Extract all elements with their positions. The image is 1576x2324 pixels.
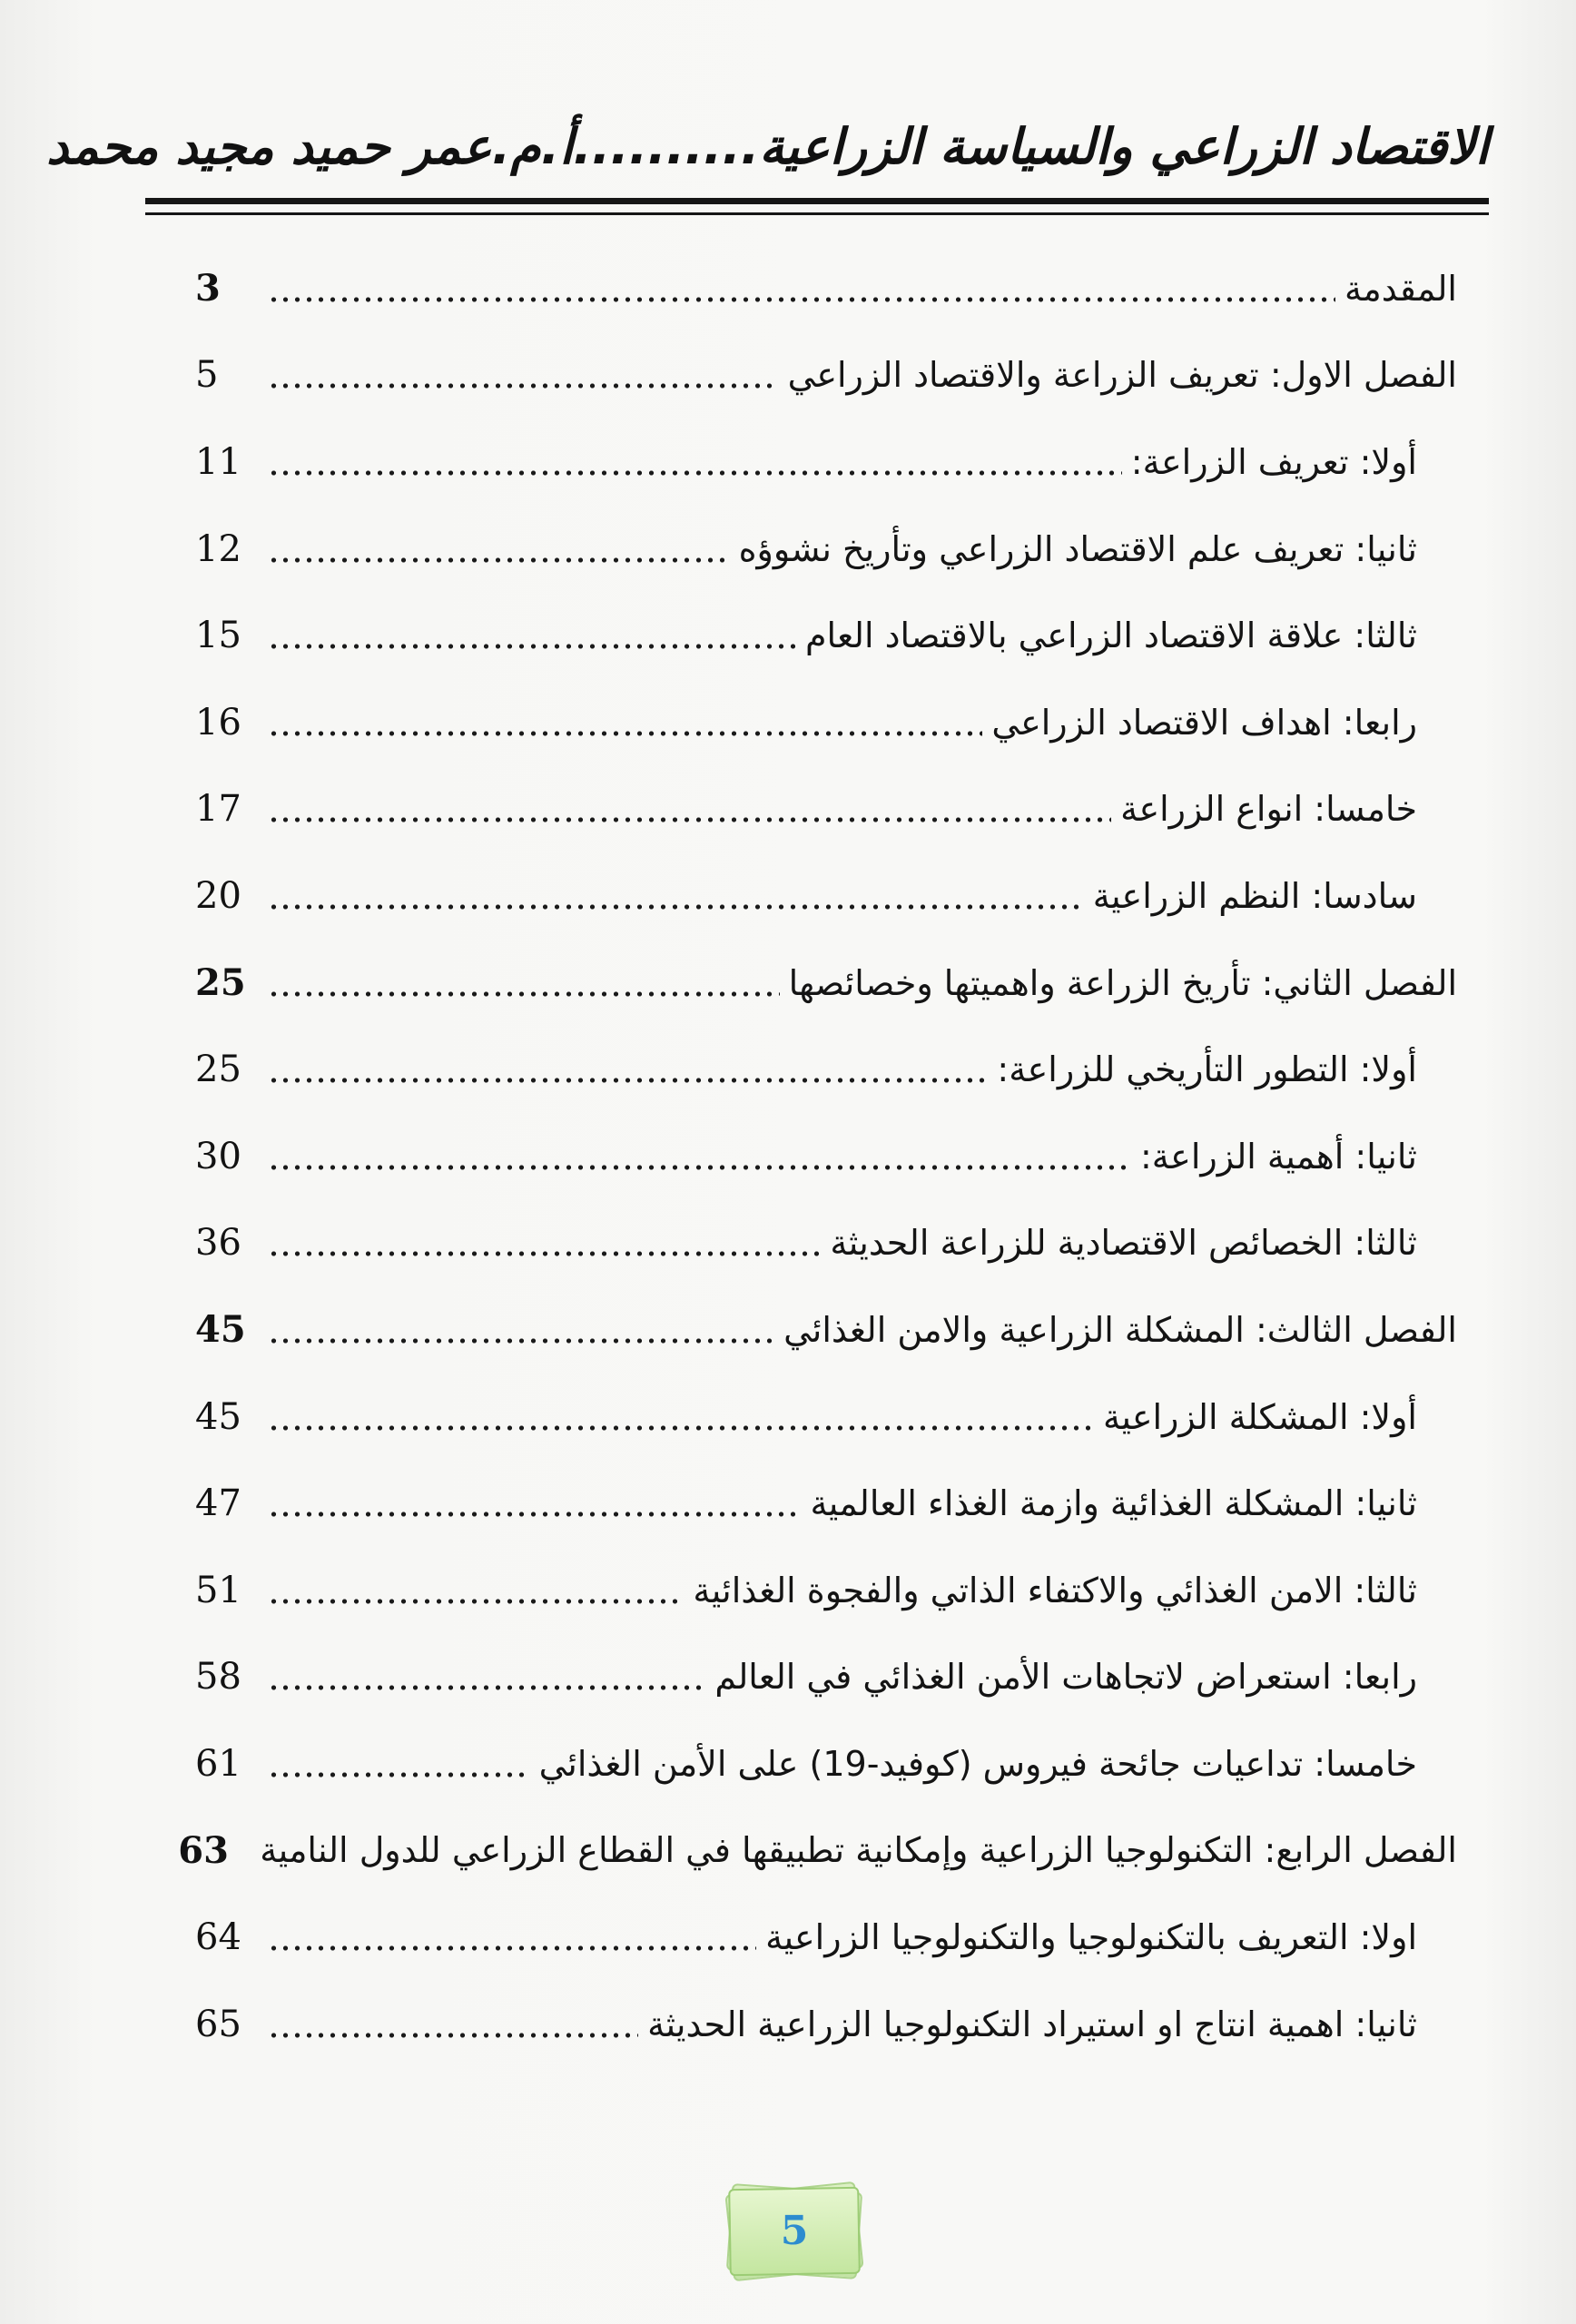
toc-entry [195,766,1457,853]
toc-entry-page: 58 [195,1656,241,1699]
header-rule-thin [145,212,1489,215]
toc-entry-page: 16 [195,701,241,743]
toc-entry-title: أولا: التطور التأريخي للزراعة: [997,1049,1417,1090]
toc-entry-title: ثانيا: اهمية انتاج او استيراد التكنولوجيا الزراعية الحديثة [647,2004,1417,2044]
toc-leader-dots [268,1423,1094,1433]
toc-entry [195,1113,1457,1200]
toc-entry-title: ثانيا: أهمية الزراعة: [1139,1136,1417,1177]
toc-entry-page: 12 [195,527,241,570]
toc-entry-title: الفصل الرابع: التكنولوجيا الزراعية وإمكانية تطبيقها في القطاع الزراعي للدول النامية [260,1830,1457,1871]
toc-entry [195,1981,1457,2068]
toc-entry [195,1286,1457,1374]
toc-entry-page: 11 [195,440,241,483]
toc-entry-page: 30 [195,1135,241,1177]
toc-leader-dots [268,815,1111,824]
running-header: الاقتصاد الزراعي والسياسة الزراعية..........أ.م.عمر حميد مجيد محمد [46,118,1489,175]
toc-entry [195,245,1457,332]
toc-entry-title: أولا: تعريف الزراعة: [1130,441,1417,482]
toc-entry-title: الفصل الثاني: تأريخ الزراعة واهميتها وخصائصها [788,962,1457,1003]
toc-entry-page: 47 [195,1482,241,1525]
toc-leader-dots [268,1944,756,1953]
toc-entry-title: خامسا: انواع الزراعة [1120,789,1417,830]
toc-entry-title: اولا: التعريف بالتكنولوجيا والتكنولوجيا الزراعية [765,1917,1417,1958]
toc-entry [195,679,1457,766]
toc-entry [195,592,1457,679]
toc-entry-title: أولا: المشكلة الزراعية [1102,1396,1417,1437]
toc-entry-page: 45 [195,1308,246,1352]
toc-entry-title: رابعا: اهداف الاقتصاد الزراعي [991,702,1417,743]
toc-entry [195,332,1457,419]
header-rule-thick [145,198,1489,204]
toc-entry-page: 15 [195,615,241,657]
toc-entry [195,1460,1457,1547]
toc-entry-title: الفصل الاول: تعريف الزراعة والاقتصاد الزراعي [787,355,1457,396]
toc-leader-dots [268,295,1335,304]
toc-entry [195,419,1457,506]
toc-entry [195,1026,1457,1113]
toc-leader-dots [268,1076,988,1085]
toc-entry-title: ثالثا: علاقة الاقتصاد الزراعي بالاقتصاد العام [804,615,1417,656]
toc-leader-dots [268,642,796,651]
toc-entry-page: 5 [195,354,219,397]
toc-entry-page: 51 [195,1569,241,1611]
toc-entry-page: 36 [195,1222,241,1265]
toc-entry-title: خامسا: تداعيات جائحة فيروس (كوفيد-19) على الأمن الغذائي [538,1743,1417,1784]
toc-entry-page: 3 [195,267,221,310]
toc-entry-page: 25 [195,961,246,1005]
page-number-badge [713,2179,876,2283]
toc-entry [195,1374,1457,1461]
toc-leader-dots [268,468,1122,478]
toc-entry-title: رابعا: استعراض لاتجاهات الأمن الغذائي في العالم [714,1657,1417,1698]
toc-entry-page: 17 [195,788,241,831]
toc-entry-page: 64 [195,1916,241,1959]
toc-leader-dots [268,556,730,565]
toc-entry-page: 61 [195,1742,241,1785]
toc-leader-dots [268,1336,774,1345]
toc-entry-title: الفصل الثالث: المشكلة الزراعية والامن الغذائي [783,1309,1457,1350]
toc-leader-dots [268,1683,705,1692]
toc-entry-page: 25 [195,1049,241,1091]
toc-entry [195,940,1457,1027]
toc-entry-title: ثالثا: الخصائص الاقتصادية للزراعة الحديثة [830,1223,1417,1264]
table-of-contents [178,245,1457,2067]
toc-leader-dots [268,902,1084,911]
toc-entry [195,1894,1457,1981]
toc-entry-page: 65 [195,2003,241,2045]
toc-entry [178,1807,1457,1895]
toc-leader-dots [268,729,982,738]
toc-entry [195,1547,1457,1634]
toc-entry-title: ثالثا: الامن الغذائي والاكتفاء الذاتي والفجوة الغذائية [693,1570,1417,1610]
toc-leader-dots [268,1770,530,1779]
toc-entry-title: المقدمة [1344,268,1457,309]
toc-entry [195,506,1457,593]
toc-leader-dots [268,1510,801,1519]
toc-entry [195,852,1457,940]
toc-entry-title: ثانيا: المشكلة الغذائية وازمة الغذاء العالمية [810,1483,1417,1524]
toc-leader-dots [268,1249,821,1258]
toc-entry [195,1634,1457,1721]
toc-leader-dots [268,990,780,999]
toc-entry-page: 20 [195,874,241,917]
toc-entry [195,1720,1457,1807]
toc-leader-dots [268,2031,638,2040]
toc-entry-page: 63 [178,1828,229,1872]
toc-entry-title: سادسا: النظم الزراعية [1092,875,1417,916]
page-number: 5 [780,2208,809,2254]
toc-leader-dots [268,1597,684,1606]
toc-entry [195,1200,1457,1287]
toc-leader-dots [268,381,779,390]
toc-leader-dots [268,1163,1131,1172]
toc-entry-page: 45 [195,1395,241,1438]
toc-entry-title: ثانيا: تعريف علم الاقتصاد الزراعي وتأريخ نشوؤه [738,528,1417,569]
